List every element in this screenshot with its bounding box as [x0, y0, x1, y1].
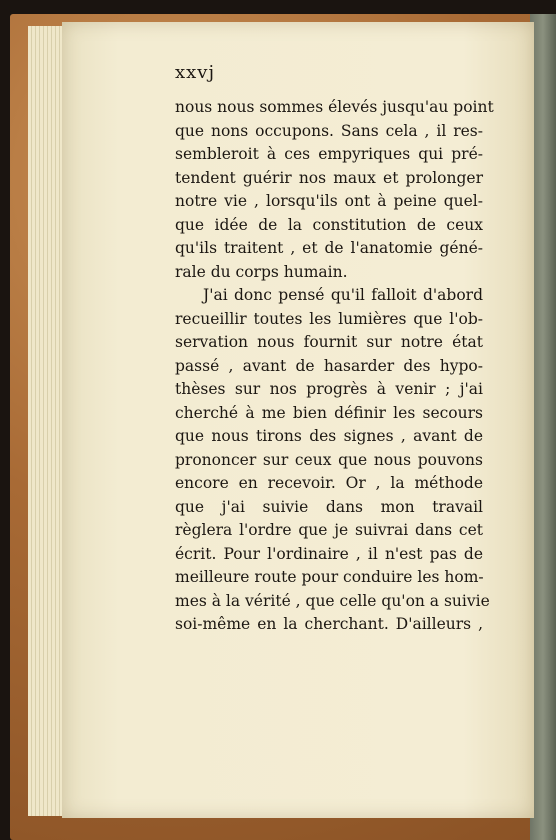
text-line: nous nous sommes élevés jusqu'au point	[175, 98, 494, 116]
page-number: xxvj	[175, 62, 216, 83]
text-line: que nous tirons des signes , avant de	[175, 427, 483, 445]
text-line: soi-même en la cherchant. D'ailleurs ,	[175, 615, 483, 633]
page-text	[175, 96, 494, 637]
text-line: servation nous fournit sur notre état	[175, 333, 483, 351]
text-line: que j'ai suivie dans mon travail	[175, 497, 483, 516]
text-line: sembleroit à ces empyriques qui pré-	[175, 145, 483, 163]
text-line: prononcer sur ceux que nous pouvons	[175, 450, 483, 469]
text-line: que nons occupons. Sans cela , il res-	[175, 121, 483, 140]
text-line: écrit. Pour l'ordinaire , il n'est pas de	[175, 544, 483, 563]
text-line: rale du corps humain.	[175, 262, 348, 281]
text-line: qu'ils traitent , et de l'anatomie géné-	[175, 239, 483, 257]
text-line: encore en recevoir. Or , la méthode	[175, 474, 483, 492]
text-line: mes à la vérité , que celle qu'on a suivie	[175, 591, 490, 610]
text-line: meilleure route pour conduire les hom-	[175, 568, 484, 586]
text-line: tendent guérir nos maux et prolonger	[175, 168, 483, 187]
text-line: règlera l'ordre que je suivrai dans cet	[175, 521, 483, 539]
text-line: recueillir toutes les lumières que l'ob-	[175, 309, 483, 328]
text-line: J'ai donc pensé qu'il falloit d'abord	[203, 286, 483, 304]
text-line: que idée de la constitution de ceux	[175, 215, 483, 234]
text-line: thèses sur nos progrès à venir ; j'ai	[175, 380, 483, 398]
text-line: notre vie , lorsqu'ils ont à peine quel-	[175, 192, 483, 210]
text-line: cherché à me bien définir les secours	[175, 403, 483, 422]
text-line: passé , avant de hasarder des hypo-	[175, 356, 483, 375]
